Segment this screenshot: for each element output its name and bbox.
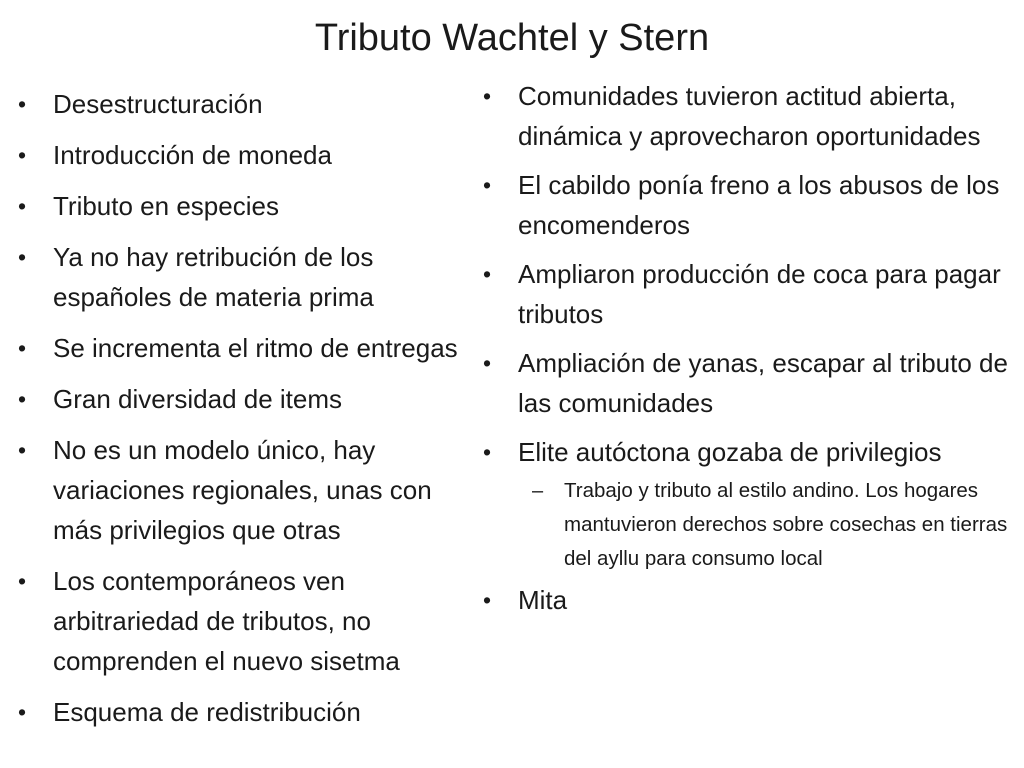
list-item [18,379,488,419]
list-item-text: Ya no hay retribución de los españoles de materia prima [53,242,374,312]
bullet-icon: • [483,350,492,376]
list-item-text: Gran diversidad de items [53,384,343,414]
list-item [18,237,488,317]
bullet-icon: • [18,335,27,361]
list-item [483,432,1019,576]
list-item-text: Ampliación de yanas, escapar al tributo de las comunidades [518,348,1008,418]
list-item-text: Esquema de redistribución [53,697,361,727]
bullet-icon: • [483,587,492,613]
left-bullet-list [18,84,488,743]
bullet-icon: • [18,699,27,725]
bullet-icon: • [483,83,492,109]
list-item-text: Mita [518,585,568,615]
bullet-icon: • [483,439,492,465]
list-item [18,328,488,368]
dash-icon: – [532,480,544,502]
list-item-text: Introducción de moneda [53,140,332,170]
list-item [18,561,488,681]
bullet-icon: • [18,91,27,117]
list-item [483,254,1019,334]
bullet-icon: • [18,142,27,168]
list-item [18,135,488,175]
bullet-icon: • [18,244,27,270]
list-item [483,343,1019,423]
list-item [18,430,488,550]
sub-list-item [518,474,1019,576]
list-item [483,165,1019,245]
bullet-icon: • [18,437,27,463]
list-item [18,84,488,124]
sub-bullet-list [518,474,1019,576]
list-item-text: Elite autóctona gozaba de privilegios [518,437,942,467]
list-item [18,692,488,732]
bullet-icon: • [18,193,27,219]
list-item-text: No es un modelo único, hay variaciones regionales, unas con más privilegios que otras [53,435,432,545]
right-bullet-list [483,76,1019,629]
list-item-text: Tributo en especies [53,191,279,221]
bullet-icon: • [18,386,27,412]
list-item-text: Se incrementa el ritmo de entregas [53,333,458,363]
list-item-text: Ampliaron producción de coca para pagar tributos [518,259,1001,329]
bullet-icon: • [483,261,492,287]
list-item-text: Los contemporáneos ven arbitrariedad de tributos, no comprenden el nuevo sisetma [53,566,400,676]
slide-title: Tributo Wachtel y Stern [314,17,710,59]
list-item-text: Comunidades tuvieron actitud abierta, dinámica y aprovecharon oportunidades [518,81,981,151]
list-item-text: El cabildo ponía freno a los abusos de los encomenderos [518,170,1000,240]
list-item-text: Desestructuración [53,89,263,119]
list-item [483,76,1019,156]
list-item [483,580,1019,620]
sub-list-item-text: Trabajo y tributo al estilo andino. Los hogares mantuvieron derechos sobre cosechas en tierras del ayllu para consumo local [564,479,1008,570]
list-item [18,186,488,226]
bullet-icon: • [18,568,27,594]
bullet-icon: • [483,172,492,198]
